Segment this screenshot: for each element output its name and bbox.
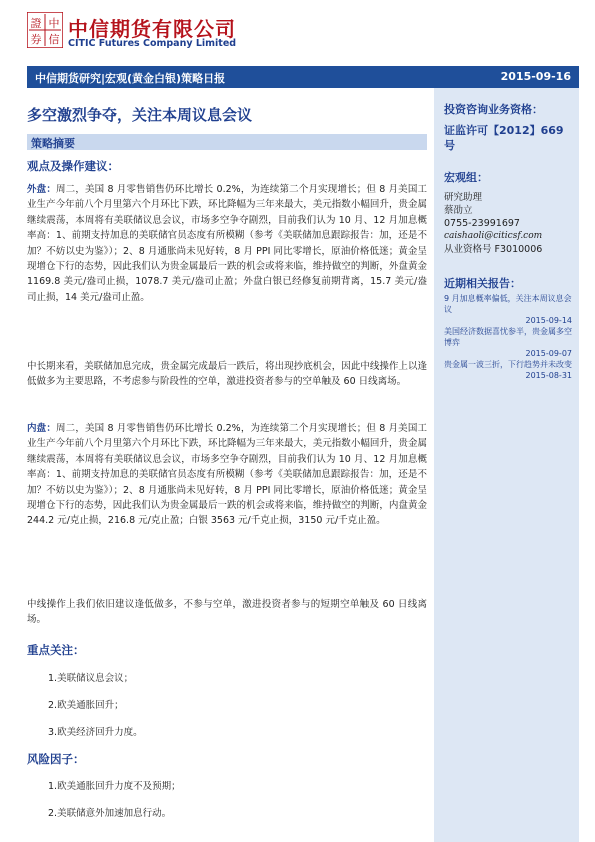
analyst-name: 蔡劭立	[444, 205, 473, 216]
inner-midterm-paragraph: 中线操作上我们依旧建议逢低做多，不参与空单，激进投资者参与的短期空单触及 60 日线离场。	[27, 599, 427, 626]
risk-item: 1.欧美通胀回升力度不及预期；	[48, 781, 181, 792]
page-title: 多空激烈争夺，关注本周议息会议	[27, 106, 253, 124]
related-reports-title: 近期相关报告：	[444, 277, 521, 290]
report-item[interactable]	[444, 293, 572, 326]
views-heading: 观点及操作建议：	[27, 159, 119, 173]
company-logo	[27, 12, 63, 48]
analyst-phone: 0755-23991697	[444, 218, 520, 229]
report-title: 9 月加息概率偏低，关注本周议息会议	[444, 294, 572, 314]
focus-item: 2.欧美通胀回升；	[48, 700, 124, 711]
report-date: 2015-09-16	[500, 70, 571, 83]
qualification-title: 投资咨询业务资格：	[444, 103, 543, 116]
report-item[interactable]	[444, 359, 572, 381]
svg-text:中: 中	[48, 17, 60, 30]
risk-heading: 风险因子：	[27, 752, 85, 766]
inner-text: 周二，美国 8 月零售销售仍环比增长 0.2%，为连续第二个月实现增长；但 8 月美国工业生产今年前八个月里第六个月环比下跌，环比降幅为三年来最大，美元指数小幅回升，贵金属继续震荡，本周将有美联储议息会议，市场多空争夺剧烈，目前我们认为 10 月、12 月加息概率高：1、前期支持加息的美联储官员态度有所模糊（参考《美联储加息跟踪报告：加，还是不加？不妨以史为鉴》）；2、8 月通胀尚未见好转，8 月 PPI 同比零增长，原油价格低迷；黄金呈现增仓下行的态势，因此我们认为贵金属最后一跌的机会或将来临，维持做空的判断，内盘黄金 244.2 元/克止损，216.8 元/克止盈；白银 3563 元/千克止损，3150 元/千克止盈。	[27, 423, 427, 527]
report-item-date: 2015-09-07	[525, 349, 572, 358]
team-block	[444, 170, 572, 256]
focus-item: 3.欧美经济回升力度。	[48, 727, 143, 738]
outer-market-paragraph	[27, 182, 427, 305]
summary-label: 策略摘要	[31, 137, 75, 150]
inner-market-paragraph	[27, 421, 427, 529]
focus-heading: 重点关注：	[27, 643, 85, 657]
report-item[interactable]	[444, 326, 572, 359]
related-reports	[444, 276, 572, 381]
brand-name-cn: 中信期货有限公司	[68, 17, 236, 41]
risk-item: 2.美联储意外加速加息行动。	[48, 808, 172, 819]
team-title: 宏观组：	[444, 171, 488, 184]
svg-text:信: 信	[48, 33, 60, 46]
analyst-email[interactable]: caishaoli@citicsf.com	[444, 231, 543, 241]
report-item-date: 2015-08-31	[525, 371, 572, 380]
qualification-block	[444, 102, 572, 153]
focus-item: 1.美联储议息会议；	[48, 673, 134, 684]
sidebar	[434, 88, 579, 842]
brand-name-en: CITIC Futures Company Limited	[68, 38, 237, 49]
inner-label: 内盘：	[27, 423, 56, 434]
report-series: 中信期货研究|宏观(黄金白银)策略日报	[35, 72, 226, 85]
report-title: 美国经济数据喜忧参半，贵金属多空博弈	[444, 327, 572, 347]
outer-text: 周二，美国 8 月零售销售仍环比增长 0.2%，为连续第二个月实现增长；但 8 月美国工业生产今年前八个月里第六个月环比下跌，环比降幅为三年来最大，美元指数小幅回升，贵金属继续震荡，本周将有美联储议息会议，市场多空争夺剧烈，目前我们认为 10 月、12 月加息概率高：1、前期支持加息的美联储官员态度有所模糊（参考《美联储加息跟踪报告：加，还是不加？不妨以史为鉴》）；2、8 月通胀尚未见好转，8 月 PPI 同比零增长，原油价格低迷；黄金呈现增仓下行的态势，因此我们认为贵金属最后一跌的机会或将来临，维持做空的判断，外盘黄金 1169.8 美元/盎司止损，1078.7 美元/盎司止盈；外盘白银已经修复前期背离，15.7 美元/盎司止损，14 美元/盎司止盈。	[27, 184, 427, 303]
report-title: 贵金属一波三折，下行趋势并未改变	[444, 360, 572, 369]
svg-text:證: 證	[30, 17, 42, 30]
summary-section-bar	[27, 134, 427, 150]
analyst-role: 研究助理	[444, 192, 483, 203]
license-number: 证监许可【2012】669 号	[444, 124, 564, 152]
report-banner	[27, 66, 579, 88]
report-item-date: 2015-09-14	[525, 316, 572, 325]
analyst-cert: 从业资格号 F3010006	[444, 244, 543, 255]
outer-midterm-paragraph: 中长期来看，美联储加息完成，贵金属完成最后一跌后，将出现抄底机会，因此中线操作上以逢低做多为主要思路，不考虑参与阶段性的空单，激进投资者参与的空单触及 60 日线离场。	[27, 361, 427, 388]
outer-label: 外盘：	[27, 184, 56, 195]
svg-text:券: 券	[30, 33, 42, 46]
